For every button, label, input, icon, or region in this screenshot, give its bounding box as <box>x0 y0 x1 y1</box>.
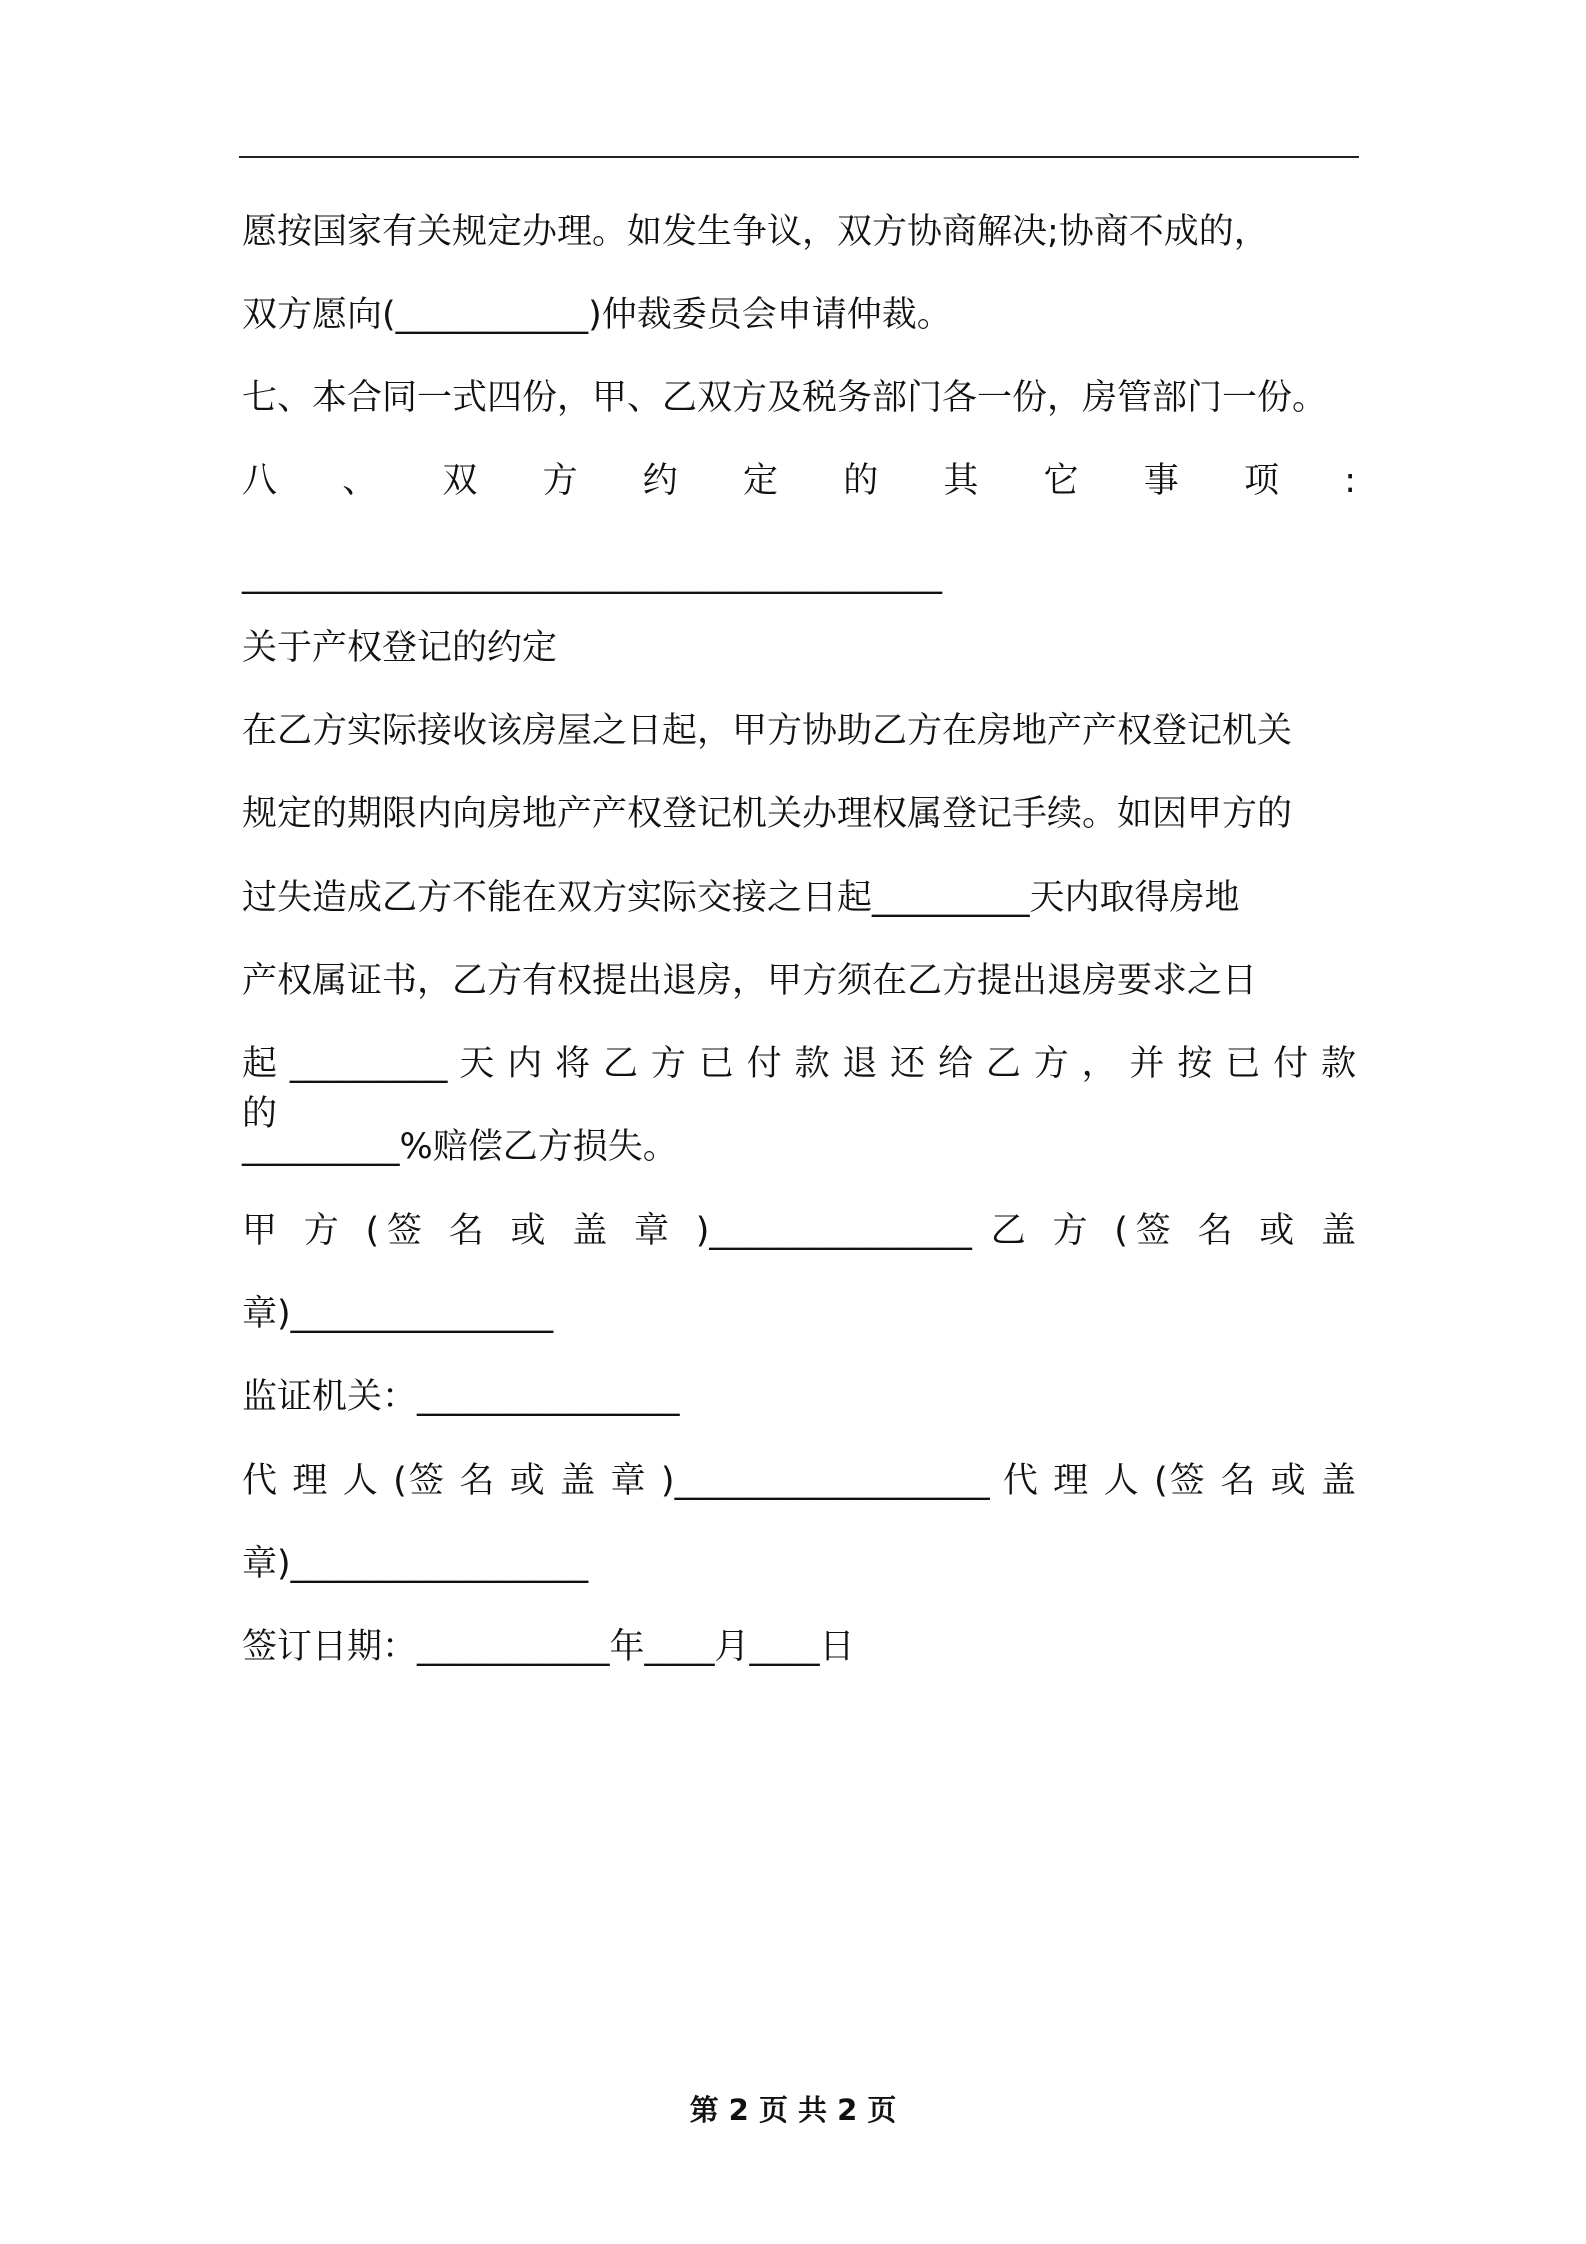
text-line-12: _________%赔偿乙方损失。 <box>242 1127 678 1167</box>
section-heading: 关于产权登记的约定 <box>242 628 558 668</box>
witness-authority-line: 监证机关：_______________ <box>242 1377 680 1417</box>
text-line-3: 七、本合同一式四份，甲、乙双方及税务部门各一份，房管部门一份。 <box>242 378 1328 418</box>
text-line-7: 在乙方实际接收该房屋之日起，甲方协助乙方在房地产产权登记机关 <box>242 711 1293 751</box>
party-b-signature-continuation: 章)_______________ <box>242 1294 554 1334</box>
signing-date-line: 签订日期：___________年____月____日 <box>242 1627 855 1667</box>
text-line-4: 八 、 双 方 约 定 的 其 它 事 项 : <box>242 461 1356 501</box>
text-line-9: 过失造成乙方不能在双方实际交接之日起_________天内取得房地 <box>242 878 1240 918</box>
text-line-1: 愿按国家有关规定办理。如发生争议，双方协商解决;协商不成的， <box>242 212 1269 252</box>
text-line-8: 规定的期限内向房地产产权登记机关办理权属登记手续。如因甲方的 <box>242 794 1293 834</box>
party-a-signature-line: 甲 方 (签 名 或 盖 章 )_______________ 乙 方 (签 名 或 盖 <box>242 1211 1356 1251</box>
page-number: 第 2 页 共 2 页 <box>689 2093 897 2127</box>
text-line-11: 起 _________ 天 内 将 乙 方 已 付 款 退 还 给 乙 方 ， 并 按 已 付 款 的 <box>242 1044 1356 1134</box>
text-line-10: 产权属证书，乙方有权提出退房，甲方须在乙方提出退房要求之日 <box>242 961 1258 1001</box>
text-line-2: 双方愿向(___________)仲裁委员会申请仲裁。 <box>242 295 952 335</box>
header-rule <box>239 156 1359 158</box>
agent-signature-line: 代 理 人 (签 名 或 盖 章 )__________________ 代 理 人 (签 名 或 盖 <box>242 1461 1356 1501</box>
agent-signature-continuation: 章)_________________ <box>242 1544 589 1584</box>
text-line-5: ________________________________________ <box>242 555 942 595</box>
